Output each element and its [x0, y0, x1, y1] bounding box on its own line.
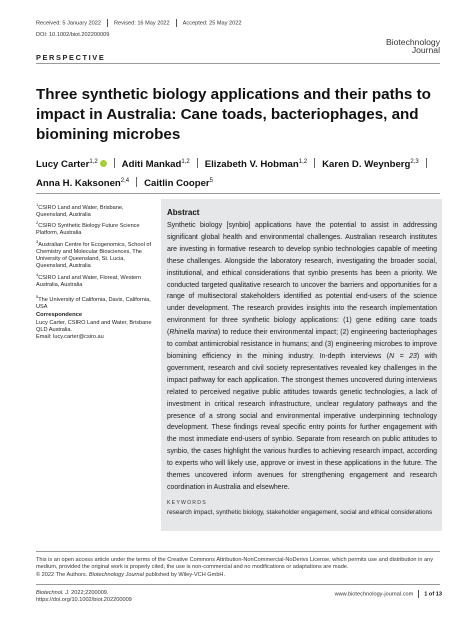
divider	[114, 158, 115, 168]
divider	[426, 158, 427, 168]
sample-size-value: = 23	[394, 352, 417, 360]
license-statement: This is an open access article under the terms of the Creative Commons Attribution-NonCommercial-NoDerivs License, which permits use and distribution in any medium, provided the original work is properly cited, the use is non-commercial and no modifications or adaptations are made.	[36, 557, 434, 571]
journal-name-line1: Biotechnology	[386, 37, 440, 47]
affiliation: $^1$CSIRO Land and Water, Brisbane, Queensland, Australia	[36, 202, 124, 219]
doi: DOI: 10.1002/biot.202200009	[36, 32, 110, 38]
section-label: PERSPECTIVE	[36, 53, 106, 62]
affiliation: $^2$CSIRO Synthetic Biology Future Science Platform, Australia	[36, 220, 140, 237]
correspondence-email[interactable]: Email: lucy.carter@csiro.au	[36, 334, 104, 341]
citation-journal: Biotechnol. J.	[36, 590, 70, 596]
authors-rule	[36, 193, 440, 194]
received-date: Received: 5 January 2022	[36, 20, 101, 27]
affiliation: $^4$CSIRO Land and Water, Floreat, Western Australia, Australia	[36, 272, 142, 289]
divider	[176, 19, 177, 27]
citation-doi-link[interactable]: https://doi.org/10.1002/biot.202200009	[36, 597, 132, 604]
affiliation: $^5$The University of California, Davis, California, USA	[36, 294, 151, 311]
divider	[197, 158, 198, 168]
divider	[314, 158, 315, 168]
divider	[418, 590, 419, 598]
accepted-date: Accepted: 25 May 2022	[182, 20, 242, 27]
species-name: Rhinella marina	[169, 329, 218, 337]
author[interactable]: Lucy Carter$^{1,2}$iD	[36, 159, 107, 170]
author[interactable]: Anna H. Kaksonen$^{2,4}$	[36, 178, 130, 190]
page-number: 1 of 13	[424, 591, 442, 598]
author-list	[36, 154, 446, 192]
article-title: Three synthetic biology applications and their paths to impact in Australia: Cane toads, bacteriophages, and biomining microbes	[36, 86, 431, 143]
footer-rule	[36, 584, 440, 585]
divider	[136, 177, 137, 187]
author[interactable]: Elizabeth V. Hobman$^{1,2}$	[204, 159, 308, 171]
divider	[107, 19, 108, 27]
sample-size-var: N	[389, 352, 395, 360]
license-text	[36, 557, 442, 579]
footer-right	[320, 590, 442, 598]
author[interactable]: Aditi Mankad$^{1,2}$	[121, 159, 190, 171]
citation: Biotechnol. J. 2022;2200009. https://doi.org/10.1002/biot.202200009	[36, 590, 132, 604]
journal-logo	[368, 38, 440, 54]
journal-name-line2: Journal	[411, 45, 440, 55]
orcid-icon[interactable]	[100, 160, 107, 167]
article-dates	[36, 19, 241, 27]
keywords-list: research impact, synthetic biology, stakeholder engagement, social and ethical considerations	[167, 509, 433, 516]
header-rule	[36, 63, 440, 64]
abstract-text: Synthetic biology [synbio] applications have the potential to assist in addressing significant global health and environmental challenges. Australian research institutes are investing in formative research to develop synbio technologies capable of meeting these challenges. Alongside the laboratory research, investigating the broader social, institutional, and ethical considerations that synbio presents has been a priority. We conducted targeted qualitative research to uncover the barriers and opportunities for a range of multisectoral stakeholders identified as potential end-users of the science under development. The research provides insights into the research implementation environment for three synthetic biology applications: (1) gene editing cane toads (Rhinella marina) to reduce their environmental impact; (2) engineering bacteriophages to combat antimicrobial resistance in humans; and (3) engineering microbes to improve biomining efficiency in the mining industry. In-depth interviews (N = 23) with government, research and civil society representatives revealed key challenges in the impact pathway for each application. The strongest themes uncovered during interviews related to perceived negative public attitudes towards genetic technologies, a lack of investment in critical research infrastructure, unclear regulatory pathways and the presence of a strong social and environmental imperative underpinning technology development. These findings reveal specific entry points for further engagement with the most immediate end-users of synbio. Separate from research on public attitudes to synbio, the cases highlight the various hurdles to achieving research impact, according to experts who will likely use, approve or invest in these applications in the future. The themes uncovered inform avenues for strengthening engagement and research coordination in Australia and elsewhere.	[167, 222, 438, 491]
revised-date: Revised: 16 May 2022	[114, 20, 170, 27]
correspondence-address: Lucy Carter, CSIRO Land and Water, Brisbane QLD Australia.	[36, 320, 152, 334]
copyright-line: © 2022 The Authors. Biotechnology Journal published by Wiley-VCH GmbH.	[36, 571, 226, 578]
license-rule	[36, 551, 440, 552]
affiliation: $^3$Australian Centre for Ecogenomics, School of Chemistry and Molecular Biosciences, The University of Queensland, St. Lucia, Queensland, Australia	[36, 239, 152, 270]
keywords-heading: KEYWORDS	[167, 500, 207, 506]
correspondence-details	[36, 320, 154, 342]
journal-website-link[interactable]: www.biotechnology-journal.com	[334, 591, 414, 598]
correspondence-heading: Correspondence	[36, 312, 83, 318]
author[interactable]: Caitlin Cooper$^5$	[144, 178, 214, 190]
author[interactable]: Karen D. Weynberg$^{2,3}$	[322, 159, 419, 171]
abstract-heading: Abstract	[167, 208, 200, 217]
